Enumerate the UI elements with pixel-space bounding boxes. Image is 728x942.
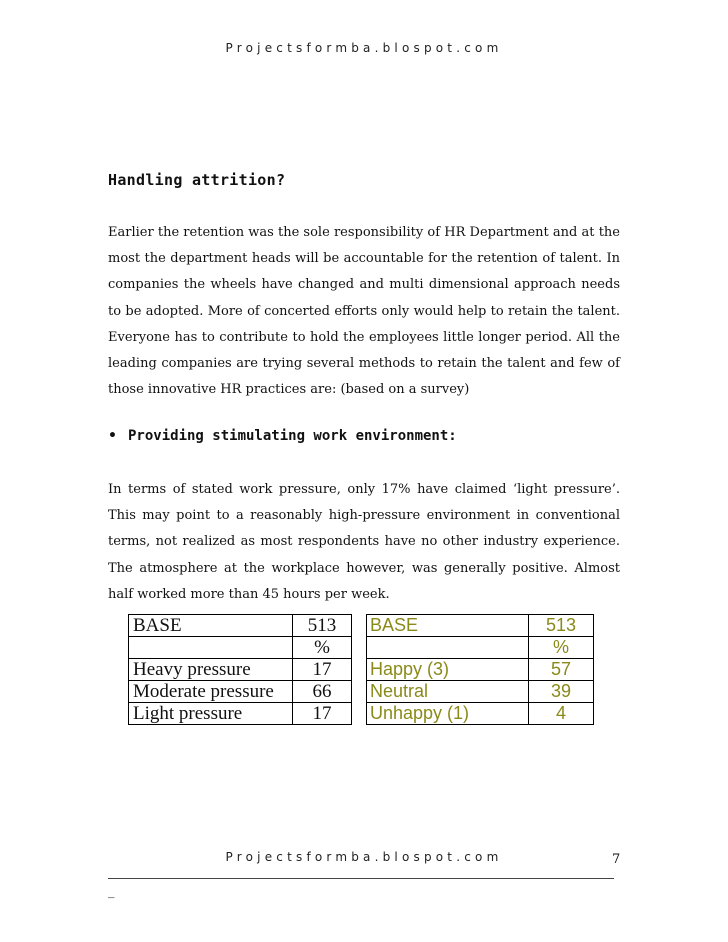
- table-cell-value: 66: [293, 681, 352, 703]
- pressure-table: [128, 614, 352, 725]
- table-row: [129, 615, 352, 637]
- table-row: [129, 703, 352, 725]
- footer-site-text: Projectsformba.blospot.com: [225, 850, 503, 864]
- table-cell-value: 513: [529, 615, 594, 637]
- page-number: 7: [612, 852, 621, 867]
- table-cell-value: 39: [529, 681, 594, 703]
- bullet-symbol: •: [108, 428, 117, 444]
- table-row: [367, 681, 594, 703]
- table-row: [129, 637, 352, 659]
- table-row: [367, 659, 594, 681]
- table-row: [367, 637, 594, 659]
- table-cell-label: Happy (3): [367, 659, 529, 681]
- table-cell-label: Neutral: [367, 681, 529, 703]
- table-cell-value: 513: [293, 615, 352, 637]
- paragraph-pressure: In terms of stated work pressure, only 17% have claimed ‘light pressure’. This may point to a reasonably high-pressure environment in conventional terms, not realized as most respondents have no other industry experience. The atmosphere at the workplace however, was generally positive. Almost half worked more than 45 hours per week.: [108, 482, 620, 602]
- section-heading: Handling attrition?: [108, 171, 286, 189]
- table-cell-label: Light pressure: [129, 703, 293, 725]
- table-row: [129, 659, 352, 681]
- table-cell-value: 4: [529, 703, 594, 725]
- mood-table: [366, 614, 594, 725]
- table-cell-label: Moderate pressure: [129, 681, 293, 703]
- table-cell-label: BASE: [367, 615, 529, 637]
- table-row: [367, 703, 594, 725]
- footer-mark: _: [108, 884, 115, 899]
- header-site-text: Projectsformba.blospot.com: [225, 41, 503, 55]
- table-row: [129, 681, 352, 703]
- paragraph-intro: Earlier the retention was the sole responsibility of HR Department and at the most the department heads will be accountable for the retention of talent. In companies the wheels have changed and multi dimensional approach needs to be adopted. More of concerted efforts only would help to retain the talent. Everyone has to contribute to hold the employees little longer period. All the leading companies are trying several methods to retain the talent and few of those innovative HR practices are: (based on a survey): [108, 225, 620, 398]
- table-cell-value: %: [293, 637, 352, 659]
- table-cell-label: Heavy pressure: [129, 659, 293, 681]
- table-cell-label: [367, 637, 529, 659]
- table-cell-label: BASE: [129, 615, 293, 637]
- table-cell-value: 17: [293, 703, 352, 725]
- table-cell-value: %: [529, 637, 594, 659]
- table-cell-value: 17: [293, 659, 352, 681]
- bullet-item: [108, 428, 457, 444]
- table-row: [367, 615, 594, 637]
- page-header: [0, 41, 728, 55]
- bullet-text: Providing stimulating work environment:: [128, 428, 457, 444]
- table-cell-value: 57: [529, 659, 594, 681]
- table-cell-label: [129, 637, 293, 659]
- footer-divider: [108, 878, 614, 879]
- table-cell-label: Unhappy (1): [367, 703, 529, 725]
